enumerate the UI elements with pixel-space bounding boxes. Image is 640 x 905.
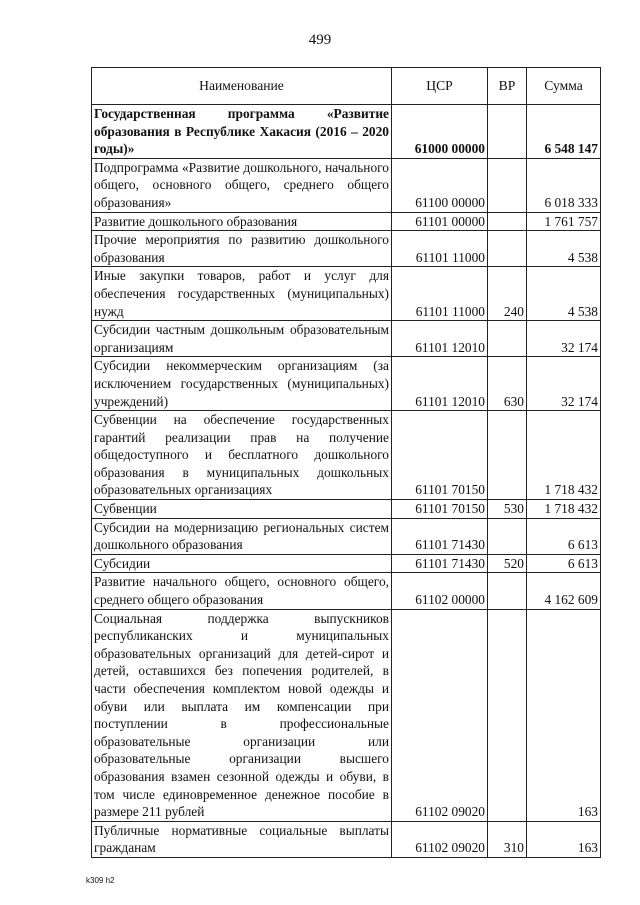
cell-name: Развитие дошкольного образования [92,212,392,231]
cell-sum: 6 018 333 [527,158,601,212]
cell-csr: 61102 09020 [392,609,488,821]
cell-sum: 163 [527,821,601,857]
cell-csr: 61101 00000 [392,212,488,231]
cell-csr: 61101 11000 [392,267,488,321]
page-number: 499 [308,32,332,48]
table-row [92,573,601,609]
cell-vr: 530 [488,500,527,519]
cell-csr: 61102 00000 [392,573,488,609]
cell-csr: 61101 70150 [392,500,488,519]
cell-sum: 4 538 [527,267,601,321]
column-header-csr: ЦСР [392,68,488,105]
cell-sum: 32 174 [527,321,601,357]
cell-name: Субсидии частным дошкольным образовательным организациям [92,321,392,357]
cell-csr: 61101 71430 [392,518,488,554]
budget-table [91,67,601,858]
table-row [92,500,601,519]
cell-vr [488,321,527,357]
table-row [92,158,601,212]
cell-sum: 32 174 [527,357,601,411]
cell-sum: 6 548 147 [527,105,601,159]
cell-vr: 240 [488,267,527,321]
cell-csr: 61101 12010 [392,321,488,357]
cell-csr: 61102 09020 [392,821,488,857]
cell-sum: 6 613 [527,518,601,554]
cell-name: Иные закупки товаров, работ и услуг для обеспечения государственных (муниципальных) нужд [92,267,392,321]
cell-sum: 1 761 757 [527,212,601,231]
cell-vr [488,518,527,554]
cell-vr [488,105,527,159]
cell-name: Государственная программа «Развитие образования в Республике Хакасия (2016 – 2020 годы)» [92,105,392,159]
cell-name: Социальная поддержка выпускников республиканских и муниципальных образовательных организаций для детей-сирот и детей, оставшихся без попечения родителей, в части обеспечения комплектом новой одежды и обуви или выплата им компенсации при поступлении в профессиональные образовательные организации или образовательные организации высшего образования взамен сезонной одежды и обуви, в том числе единовременное денежное пособие в размере 211 рублей [92,609,392,821]
cell-sum: 1 718 432 [527,500,601,519]
cell-name: Субсидии на модернизацию региональных систем дошкольного образования [92,518,392,554]
cell-name: Развитие начального общего, основного общего, среднего общего образования [92,573,392,609]
cell-vr [488,573,527,609]
cell-sum: 4 162 609 [527,573,601,609]
cell-name: Субсидии [92,554,392,573]
cell-sum: 6 613 [527,554,601,573]
cell-csr: 61101 70150 [392,411,488,500]
cell-sum: 4 538 [527,231,601,267]
table-row [92,105,601,159]
table-row [92,554,601,573]
table-row [92,518,601,554]
cell-vr: 310 [488,821,527,857]
cell-name: Субсидии некоммерческим организациям (за исключением государственных (муниципальных) учреждений) [92,357,392,411]
cell-csr: 61101 11000 [392,231,488,267]
column-header-vr: ВР [488,68,527,105]
cell-sum: 1 718 432 [527,411,601,500]
cell-vr [488,212,527,231]
table-row [92,609,601,821]
cell-csr: 61100 00000 [392,158,488,212]
cell-vr [488,411,527,500]
table-row [92,411,601,500]
table-row [92,267,601,321]
cell-csr: 61101 12010 [392,357,488,411]
table-header-row [92,68,601,105]
column-header-name: Наименование [92,68,392,105]
column-header-sum: Сумма [527,68,601,105]
table-row [92,321,601,357]
cell-csr: 61000 00000 [392,105,488,159]
cell-sum: 163 [527,609,601,821]
cell-name: Публичные нормативные социальные выплаты гражданам [92,821,392,857]
cell-vr [488,231,527,267]
cell-name: Субвенции на обеспечение государственных гарантий реализации прав на получение общедоступного и бесплатного дошкольного образования в муниципальных дошкольных образовательных организациях [92,411,392,500]
cell-vr [488,609,527,821]
table-row [92,231,601,267]
table-row [92,357,601,411]
cell-name: Прочие мероприятия по развитию дошкольного образования [92,231,392,267]
cell-vr: 520 [488,554,527,573]
cell-name: Подпрограмма «Развитие дошкольного, начального общего, основного общего, среднего общего образования» [92,158,392,212]
table-row [92,821,601,857]
cell-csr: 61101 71430 [392,554,488,573]
cell-name: Субвенции [92,500,392,519]
table-row [92,212,601,231]
cell-vr: 630 [488,357,527,411]
cell-vr [488,158,527,212]
footer-code: k309 h2 [86,876,115,885]
